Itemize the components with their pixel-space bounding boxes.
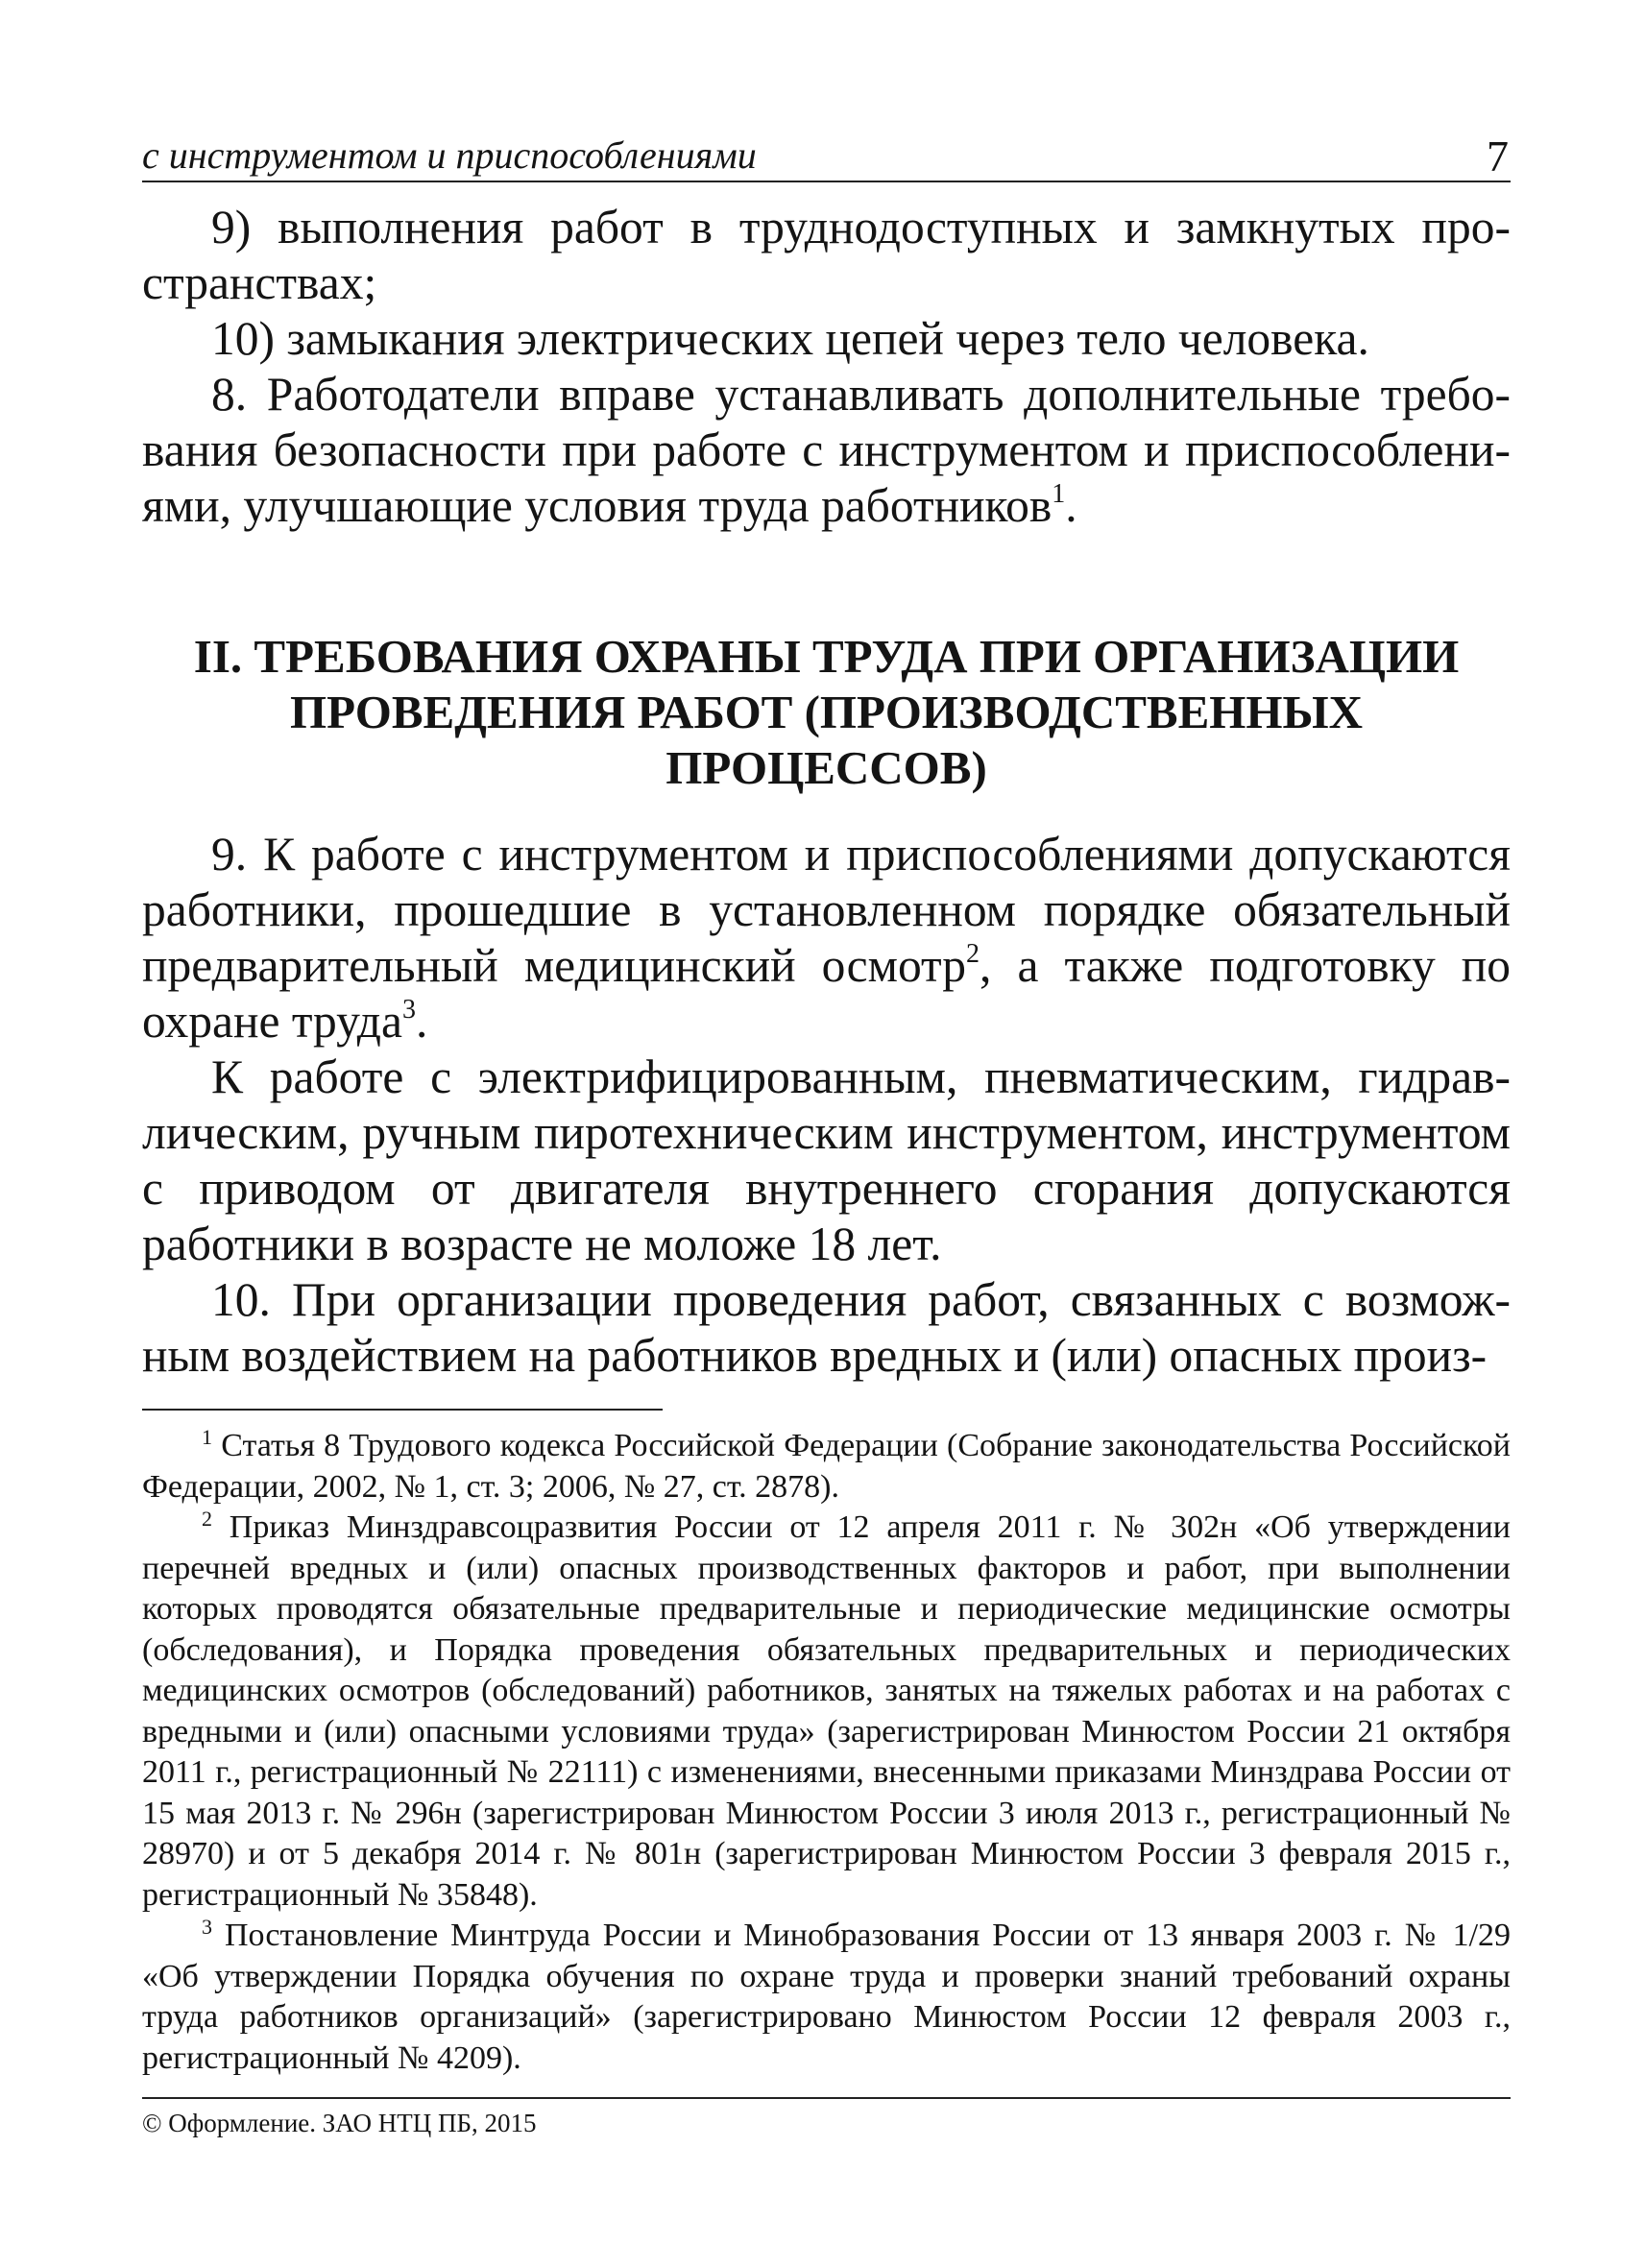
footnote-ref-2: 2 [966, 939, 980, 969]
body-text-main [142, 827, 1511, 1384]
paragraph-9-text-a: 9. К работе с инструментом и приспособлениями допускаются работники, прошедшие в установленном порядке обязательный предварительный медицинский осмотр [142, 828, 1511, 992]
footnote-ref-3: 3 [401, 995, 416, 1025]
paragraph-9-text-c: . [415, 995, 428, 1048]
page-number: 7 [1487, 132, 1509, 181]
section-heading-line-1: II. ТРЕБОВАНИЯ ОХРАНЫ ТРУДА ПРИ ОРГАНИЗАЦИИ [193, 630, 1460, 683]
footnote-separator [142, 1409, 663, 1411]
paragraph-age-requirement: К работе с электрифицированным, пневматическим, гидравлическим, ручным пиротехническим инструментом, инструментом с приводом от двигателя внутреннего сгорания допускаются работники в возрасте не моложе 18 лет. [142, 1050, 1511, 1270]
copyright-notice: © Оформление. ЗАО НТЦ ПБ, 2015 [142, 2109, 537, 2137]
section-heading-line-2: ПРОВЕДЕНИЯ РАБОТ (ПРОИЗВОДСТВЕННЫХ [289, 686, 1364, 738]
footnote-2-text: Приказ Минздравсоцразвития России от 12 апреля 2011 г. № 302н «Об утверждении перечней вредных и (или) опасных производственных факторов и работ, при выполнении которых проводятся обязательные предварительные и периодические медицинские осмотры (обследования), и Порядка проведения обязательных предварительных и периодических медицинских осмотров (обследований) работников, занятых на тяжелых работах и на работах с вредными и (или) опасными условиями труда» (зарегистрирован Минюстом России 21 октября 2011 г., регистрационный № 22111) с изменениями, внесенными приказами Минздрава России от 15 мая 2013 г. № 296н (зарегистрирован Минюстом России 3 июля 2013 г., регистрационный № 28970) и от 5 декабря 2014 г. № 801н (зарегистрирован Минюстом России 3 февраля 2015 г., регистрационный № 35848). [142, 1509, 1511, 1913]
footnote-mark-2: 2 [202, 1507, 212, 1531]
bottom-rule [142, 2097, 1511, 2099]
footnote-2 [142, 1508, 1511, 1916]
footnote-3 [142, 1916, 1511, 2079]
paragraph-9 [142, 827, 1511, 1050]
footnote-3-text: Постановление Минтруда России и Минобразования России от 13 января 2003 г. № 1/29 «Об утверждении Порядка обучения по охране труда и проверки знаний требований охраны труда работников организаций» (зарегистрировано Минюстом России 12 февраля 2003 г., регистрационный № 4209). [142, 1918, 1512, 2076]
footnote-mark-3: 3 [202, 1915, 212, 1939]
paragraph-8-end: . [1065, 479, 1077, 532]
paragraph-10: 10. При организации проведения работ, связанных с возможным воздействием на работников вредных и (или) опасных произ- [142, 1273, 1511, 1382]
running-header-title: с инструментом и приспособлениями [142, 133, 757, 177]
footnotes [142, 1426, 1511, 2079]
section-heading-line-3: ПРОЦЕССОВ) [665, 741, 987, 794]
footnote-1 [142, 1426, 1511, 1508]
list-item-9: 9) выполнения работ в труднодоступных и замкнутых пространствах; [142, 201, 1511, 309]
paragraph-8 [142, 367, 1511, 534]
section-heading [142, 629, 1511, 796]
list-item-10: 10) замыкания электрических цепей через тело человека. [211, 312, 1369, 365]
footnote-1-text: Статья 8 Трудового кодекса Российской Федерации (Собрание законодательства Российской Федерации, 2002, № 1, ст. 3; 2006, № 27, ст. 2878). [142, 1428, 1511, 1505]
running-header [142, 134, 1511, 182]
paragraph-8-text: 8. Работодатели вправе устанавливать дополнительные требования безопасности при работе с инструментом и приспособлениями, улучшающие условия труда работников [142, 368, 1511, 532]
paragraph-9-text-b: , а также подготовку по охране труда [142, 939, 1511, 1048]
body-text-top [142, 200, 1511, 534]
footnote-ref-1: 1 [1052, 479, 1066, 509]
footnote-mark-1: 1 [202, 1425, 212, 1449]
